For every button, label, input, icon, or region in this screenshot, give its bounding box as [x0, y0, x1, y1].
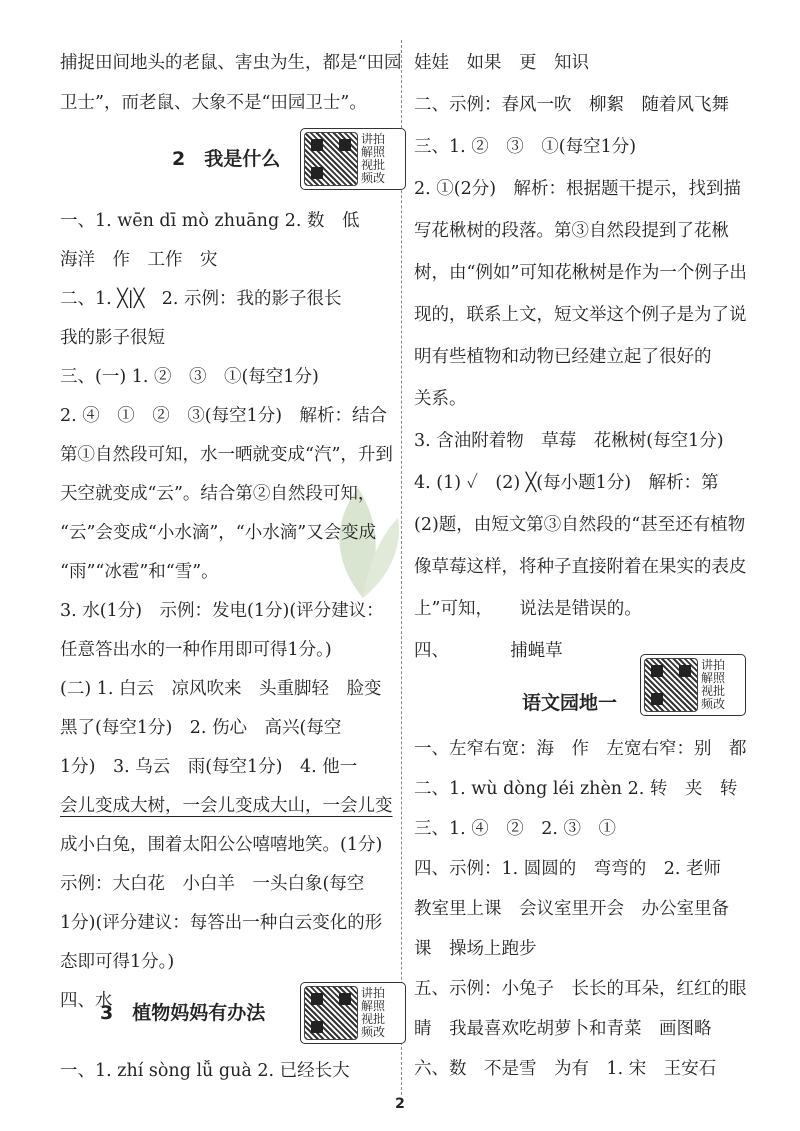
qr-label: 讲拍 [361, 986, 386, 1000]
text-line: 一、1. zhí sòng lǚ guà 2. 已经长大 [60, 1061, 350, 1081]
qr-code-box[interactable] [300, 128, 406, 190]
text-line: 天空就变成“云”。结合第②自然段可知， [60, 484, 376, 504]
qr-label: 解照 [361, 999, 386, 1013]
text-line: 课 操场上跑步 [414, 939, 537, 959]
text-line: 2. ①(2分) 解析：根据题干提示，找到描 [414, 179, 742, 199]
qr-code-box[interactable] [640, 654, 746, 716]
qr-label: 解照 [361, 145, 386, 159]
text-line: 上”可知， 说法是错误的。 [414, 599, 642, 619]
text-line: 二、1. wù dòng léi zhèn 2. 转 夹 转 [414, 779, 738, 799]
text-line: 四、水 [60, 991, 113, 1011]
page-number: 2 [395, 1096, 405, 1112]
text-line: 3. 水(1分) 示例：发电(1分)(评分建议： [60, 601, 384, 621]
qr-code-icon [644, 658, 698, 712]
text-line: 二、示例：春风一吹 柳絮 随着风飞舞 [414, 95, 729, 115]
qr-label: 讲拍 [701, 658, 726, 672]
qr-label: 讲拍 [361, 132, 386, 146]
text-line: 关系。 [414, 389, 467, 409]
text-line: 会儿变成大树，一会儿变成大山，一会儿变 [60, 796, 393, 816]
text-line: 黑了(每空1分) 2. 伤心 高兴(每空 [60, 718, 342, 738]
text-line: 三、1. ② ③ ①(每空1分) [414, 137, 637, 157]
text-line: 1分)(评分建议：每答出一种白云变化的形 [60, 913, 383, 933]
text-line: 写花楸树的段落。第③自然段提到了花楸 [414, 221, 729, 241]
text-line: 树，由“例如”可知花楸树是作为一个例子出 [414, 263, 747, 283]
text-line: 我的影子很短 [60, 328, 165, 348]
text-line: 四、 捕蝇草 [414, 641, 563, 661]
text-line: “云”会变成“小水滴”，“小水滴”又会变成 [60, 523, 377, 543]
section-title-garden: 语文园地一 [522, 692, 618, 714]
text-line: (2)题，由短文第③自然段的“甚至还有植物 [414, 515, 746, 535]
text-line: “雨”“冰雹”和“雪”。 [60, 562, 219, 582]
qr-code-box[interactable] [300, 982, 406, 1044]
text-line: 像草莓这样，将种子直接附着在果实的表皮 [414, 557, 747, 577]
qr-label: 频改 [361, 1025, 386, 1039]
qr-label: 解照 [701, 671, 726, 685]
text-line: 捕捉田间地头的老鼠、害虫为生，都是“田园 [60, 53, 402, 73]
text-line: 3. 含油附着物 草莓 花楸树(每空1分) [414, 431, 724, 451]
text-line: 卫士”，而老鼠、大象不是“田园卫士”。 [60, 93, 367, 113]
text-line: 4. (1) ✓ (2) ╳(每小题1分) 解析：第 [414, 473, 719, 493]
qr-label: 视批 [361, 158, 386, 172]
text-line: 三、(一) 1. ② ③ ①(每空1分) [60, 367, 319, 387]
qr-label: 频改 [361, 171, 386, 185]
qr-label: 视批 [701, 684, 726, 698]
text-line: 成小白兔，围着太阳公公嘻嘻地笑。(1分) [60, 835, 383, 855]
text-line: 五、示例：小兔子 长长的耳朵，红红的眼 [414, 979, 747, 999]
text-line: 三、1. ④ ② 2. ③ ① [414, 819, 617, 839]
text-line: 六、数 不是雪 为有 1. 宋 王安石 [414, 1059, 717, 1079]
text-line: 现的，联系上文，短文举这个例子是为了说 [414, 305, 747, 325]
text-line: 娃娃 如果 更 知识 [414, 53, 589, 73]
text-line: 一、左窄右宽：海 作 左宽右窄：别 都 [414, 739, 747, 759]
qr-label: 频改 [701, 697, 726, 711]
text-line: 一、1. wēn dī mò zhuāng 2. 数 低 [60, 211, 360, 231]
text-line: 态即可得1分。) [60, 952, 175, 972]
text-line: 明有些植物和动物已经建立起了很好的 [414, 347, 712, 367]
text-line: 第①自然段可知，水一晒就变成“汽”，升到 [60, 445, 393, 465]
text-line: 2. ④ ① ② ③(每空1分) 解析：结合 [60, 406, 388, 426]
text-line: 二、1. ╳|╳ 2. 示例：我的影子很长 [60, 289, 342, 309]
section-title-2: 2 我是什么 [172, 148, 281, 170]
text-line: 任意答出水的一种作用即可得1分。) [60, 640, 332, 660]
text-line: (二) 1. 白云 凉风吹来 头重脚轻 脸变 [60, 679, 382, 699]
text-line: 教室里上课 会议室里开会 办公室里备 [414, 899, 729, 919]
text-line: 海洋 作 工作 灾 [60, 250, 218, 270]
qr-code-icon [304, 986, 358, 1040]
text-line: 1分) 3. 乌云 雨(每空1分) 4. 他一 [60, 757, 358, 777]
text-line: 示例：大白花 小白羊 一头白象(每空 [60, 874, 365, 894]
qr-code-icon [304, 132, 358, 186]
qr-label: 视批 [361, 1012, 386, 1026]
text-line: 睛 我最喜欢吃胡萝卜和青菜 画图略 [414, 1019, 712, 1039]
section-title-3: 3 植物妈妈有办法 [100, 1002, 266, 1024]
text-line: 四、示例：1. 圆圆的 弯弯的 2. 老师 [414, 859, 722, 879]
